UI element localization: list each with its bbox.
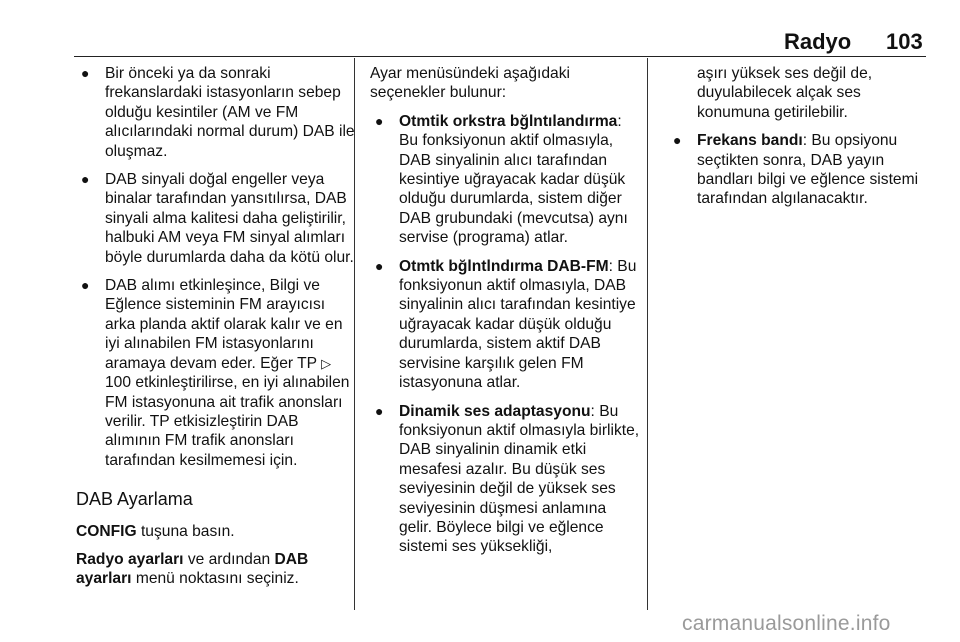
bullet-icon: ● bbox=[81, 171, 90, 188]
section-heading: DAB Ayarlama bbox=[76, 489, 193, 510]
instruction-paragraph: Radyo ayarları ve ardından DAB ayarları menü noktasını seçiniz. bbox=[76, 550, 309, 588]
watermark: carmanualsonline.info bbox=[682, 612, 891, 635]
list-item: ● Otmtk bğlntlndırma DAB-FM: Bu fonksiyonun aktif olmasıyla, DAB sinyalinin alıcı tarafından kesintiye uğrayacak kadar düşük olduğu durumlarda, sistem aktif DAB servisine karşılık gelen FM istasyonuna atlar. bbox=[375, 257, 637, 392]
bullet-icon: ● bbox=[375, 112, 384, 129]
bullet-list bbox=[76, 64, 356, 470]
bullet-icon: ● bbox=[673, 132, 682, 149]
bullet-icon: ● bbox=[81, 65, 90, 81]
list-item: ● DAB alımı etkinleşince, Bilgi ve Eğlence sisteminin FM arayıcısı arka planda aktif olarak kalır ve en iyi alınabilen FM istasyonlarını aramaya devam eder. Eğer TP ▷ 100 etkinleştirilirse, en iyi alınabilen FM istasyonuna ait trafik anonsları verilir. TP etkisizleştirin DAB alımının FM trafik anonsları tarafından kesilmemesi için. bbox=[81, 277, 350, 469]
page-number: 103 bbox=[886, 29, 923, 54]
list-item: ● Dinamik ses adaptasyonu: Bu fonksiyonun aktif olmasıyla birlikte, DAB sinyalinin dinamik etki mesafesi azalır. Bu düşük ses seviyesinin değil de yüksek ses seviyesinin düşmesi anlamına gelir. Böylece bilgi ve eğlence sistemi ses yüksekliği, bbox=[375, 402, 640, 556]
header-rule bbox=[74, 56, 926, 57]
list-item: ● Otmtik orkstra bğlntılandırma: Bu fonksiyonun aktif olmasıyla, DAB sinyalinin alıcı tarafından kesintiye uğrayacak kadar düşük olduğu durumlarda, sistem diğer DAB grubundaki (mevcutsa) aynı servise (programa) atlar. bbox=[375, 112, 628, 247]
column-left bbox=[76, 64, 356, 598]
instruction-paragraph: CONFIG tuşuna basın. bbox=[76, 522, 235, 540]
column-right bbox=[668, 64, 930, 218]
options-list bbox=[370, 112, 642, 557]
column-middle bbox=[370, 64, 642, 566]
bullet-icon: ● bbox=[375, 402, 384, 419]
list-item: ● DAB sinyali doğal engeller veya binalar tarafından yansıtılırsa, DAB sinyali alma kalitesi daha geliştirilir, halbuki AM veya FM sinyal alımları böyle durumlarda daha da kötü olur. bbox=[81, 171, 354, 266]
list-item-continuation: aşırı yüksek ses değil de, duyulabilecek alçak ses konumuna getirilebilir. bbox=[697, 65, 873, 121]
list-item: ● Bir önceki ya da sonraki frekanslardaki istasyonların sebep olduğu kesintiler (AM ve FM alıcılarındaki normal durum) DAB ile oluşmaz. bbox=[81, 65, 355, 160]
bullet-icon: ● bbox=[81, 277, 90, 294]
page-header bbox=[0, 29, 960, 55]
bullet-icon: ● bbox=[375, 257, 384, 274]
page-reference-arrow-icon: ▷ bbox=[321, 355, 332, 371]
page-title: Radyo bbox=[784, 29, 852, 54]
options-list-continued bbox=[668, 64, 930, 209]
intro-paragraph: Ayar menüsündeki aşağıdaki seçenekler bulunur: bbox=[370, 65, 570, 102]
column-divider-2 bbox=[647, 58, 648, 610]
list-item: ● Frekans bandı: Bu opsiyonu seçtikten sonra, DAB yayın bandları bilgi ve eğlence sistemi tarafından algılanacaktır. bbox=[673, 132, 919, 208]
